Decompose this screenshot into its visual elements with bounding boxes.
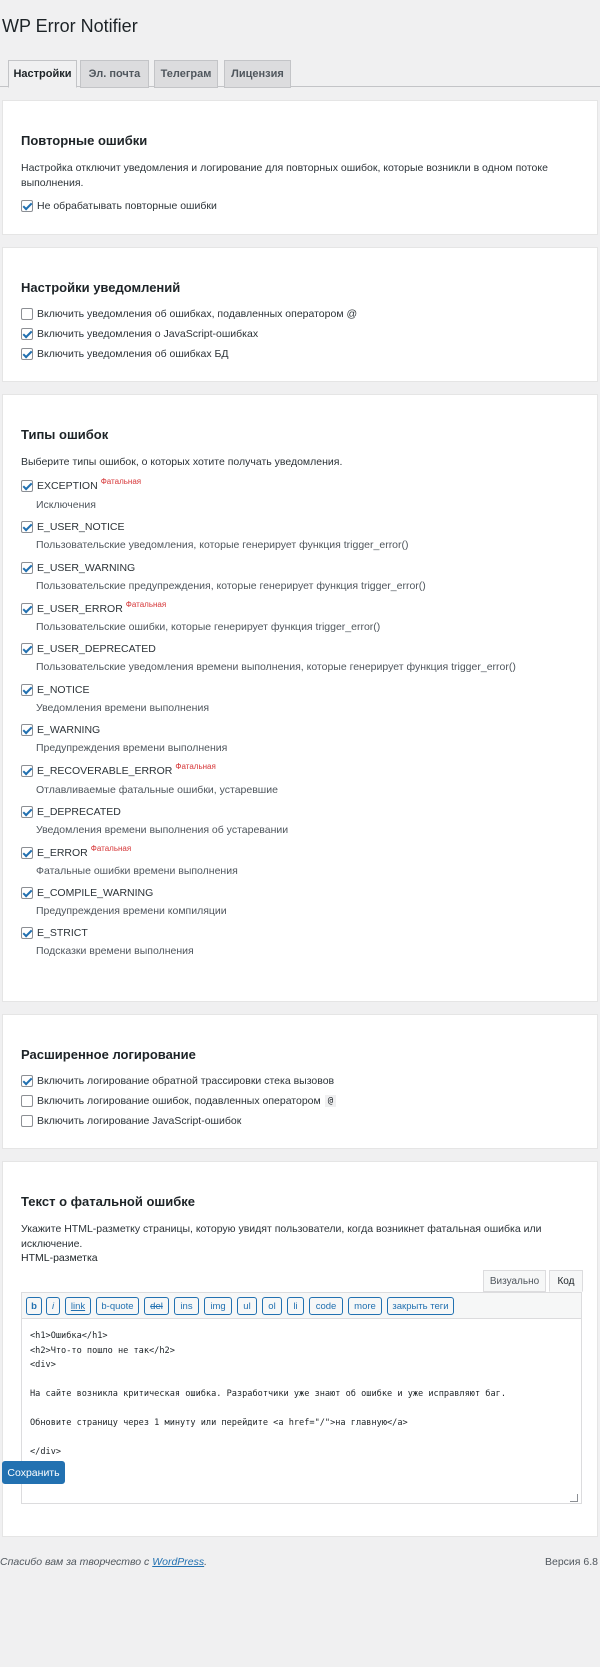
- textarea-resize-handle[interactable]: [570, 1494, 578, 1502]
- error-type-checkbox[interactable]: [21, 847, 33, 859]
- qt-code-button[interactable]: code: [309, 1297, 343, 1315]
- qt-bquote-button[interactable]: b-quote: [96, 1297, 139, 1315]
- qt-link-button[interactable]: link: [65, 1297, 91, 1315]
- repeat-errors-card: [2, 100, 598, 235]
- qt-img-button[interactable]: img: [204, 1297, 232, 1315]
- error-type-desc: Предупреждения времени выполнения: [36, 742, 228, 754]
- log-backtrace-label: Включить логирование обратной трассировки стека вызовов: [37, 1075, 335, 1087]
- error-type-name: E_ERROR: [37, 847, 88, 859]
- tab-settings[interactable]: Настройки: [8, 60, 77, 88]
- error-type-e-error[interactable]: [21, 843, 132, 859]
- error-types-card: [2, 394, 598, 1002]
- log-suppressed-label: Включить логирование ошибок, подавленных оператором: [37, 1095, 321, 1107]
- tab-telegram[interactable]: Телеграм: [154, 60, 218, 88]
- error-type-e-strict[interactable]: [21, 927, 88, 939]
- notification-settings-title: Настройки уведомлений: [21, 280, 181, 295]
- extended-logging-card: [2, 1014, 598, 1149]
- editor-tab-code[interactable]: Код: [549, 1270, 583, 1292]
- save-button[interactable]: Сохранить: [2, 1461, 65, 1484]
- error-type-desc: Отлавливаемые фатальные ошибки, устаревшие: [36, 784, 278, 796]
- skip-repeat-errors-label: Не обрабатывать повторные ошибки: [37, 200, 217, 212]
- error-type-e-user-deprecated[interactable]: [21, 643, 156, 655]
- error-type-name: EXCEPTION: [37, 480, 98, 492]
- qt-bold-button[interactable]: b: [26, 1297, 42, 1315]
- notify-db-option[interactable]: [21, 348, 229, 360]
- error-type-name: E_DEPRECATED: [37, 806, 121, 818]
- page-title: WP Error Notifier: [2, 16, 138, 36]
- footer-version: Версия 6.8: [545, 1556, 598, 1568]
- fatal-badge: Фатальная: [100, 476, 142, 486]
- error-types-title: Типы ошибок: [21, 427, 109, 442]
- error-type-desc: Уведомления времени выполнения об устаревании: [36, 824, 289, 836]
- quicktags-toolbar: [21, 1292, 582, 1318]
- repeat-errors-description: Настройка отключит уведомления и логирование для повторных ошибок, которые возникли в одном потоке выполнения.: [21, 162, 548, 189]
- error-type-desc: Фатальные ошибки времени выполнения: [36, 865, 238, 877]
- qt-more-button[interactable]: more: [348, 1297, 382, 1315]
- error-type-desc: Пользовательские уведомления времени выполнения, которые генерирует функция trigger_error(): [36, 661, 516, 673]
- html-markup-label: HTML-разметка: [21, 1252, 98, 1264]
- notify-db-checkbox[interactable]: [21, 348, 33, 360]
- error-type-name: E_STRICT: [37, 927, 88, 939]
- error-type-name: E_USER_NOTICE: [37, 521, 125, 533]
- error-type-checkbox[interactable]: [21, 724, 33, 736]
- wordpress-link[interactable]: WordPress: [152, 1556, 205, 1568]
- error-types-description: Выберите типы ошибок, о которых хотите получать уведомления.: [21, 456, 343, 468]
- extended-logging-title: Расширенное логирование: [21, 1047, 196, 1062]
- repeat-errors-title: Повторные ошибки: [21, 133, 148, 148]
- error-type-checkbox[interactable]: [21, 927, 33, 939]
- footer-thanks-suffix: .: [204, 1556, 208, 1568]
- error-type-checkbox[interactable]: [21, 806, 33, 818]
- log-backtrace-option[interactable]: [21, 1075, 334, 1087]
- skip-repeat-errors-option[interactable]: [21, 200, 217, 212]
- log-suppressed-option[interactable]: [21, 1095, 336, 1107]
- error-type-desc: Пользовательские ошибки, которые генерирует функция trigger_error(): [36, 621, 381, 633]
- log-backtrace-checkbox[interactable]: [21, 1075, 33, 1087]
- qt-ol-button[interactable]: ol: [262, 1297, 282, 1315]
- notify-suppressed-label: Включить уведомления об ошибках, подавленных оператором @: [37, 308, 358, 320]
- error-type-desc: Предупреждения времени компиляции: [36, 905, 227, 917]
- fatal-text-card: [2, 1161, 598, 1537]
- qt-del-button[interactable]: del: [144, 1297, 169, 1315]
- log-js-option[interactable]: [21, 1115, 241, 1127]
- error-type-checkbox[interactable]: [21, 480, 33, 492]
- error-type-name: E_WARNING: [37, 724, 101, 736]
- fatal-badge: Фатальная: [125, 599, 167, 609]
- editor-tab-visual[interactable]: Визуально: [483, 1270, 546, 1292]
- error-type-checkbox[interactable]: [21, 684, 33, 696]
- error-type-name: E_RECOVERABLE_ERROR: [37, 765, 173, 777]
- log-js-checkbox[interactable]: [21, 1115, 33, 1127]
- error-type-exception[interactable]: [21, 476, 142, 492]
- error-type-name: E_COMPILE_WARNING: [37, 887, 154, 899]
- error-type-e-user-warning[interactable]: [21, 562, 135, 574]
- notify-suppressed-option[interactable]: [21, 308, 357, 320]
- qt-ins-button[interactable]: ins: [174, 1297, 199, 1315]
- notification-settings-card: [2, 247, 598, 382]
- notify-js-checkbox[interactable]: [21, 328, 33, 340]
- error-type-desc: Пользовательские предупреждения, которые генерирует функция trigger_error(): [36, 580, 426, 592]
- error-type-e-deprecated[interactable]: [21, 806, 121, 818]
- error-type-checkbox[interactable]: [21, 603, 33, 615]
- error-type-checkbox[interactable]: [21, 643, 33, 655]
- error-type-name: E_USER_DEPRECATED: [37, 643, 156, 655]
- log-js-label: Включить логирование JavaScript-ошибок: [37, 1115, 242, 1127]
- notify-js-label: Включить уведомления о JavaScript-ошибках: [37, 328, 259, 340]
- error-type-e-user-error[interactable]: [21, 599, 167, 615]
- fatal-text-description: Укажите HTML-разметку страницы, которую увидят пользователи, когда возникнет фатальная ошибка или исключение.: [21, 1223, 542, 1250]
- error-type-desc: Исключения: [36, 499, 96, 511]
- error-type-checkbox[interactable]: [21, 562, 33, 574]
- error-type-e-user-notice[interactable]: [21, 521, 125, 533]
- skip-repeat-errors-checkbox[interactable]: [21, 200, 33, 212]
- qt-ul-button[interactable]: ul: [237, 1297, 257, 1315]
- error-type-e-warning[interactable]: [21, 724, 100, 736]
- error-type-checkbox[interactable]: [21, 521, 33, 533]
- error-type-name: E_NOTICE: [37, 684, 90, 696]
- error-type-name: E_USER_ERROR: [37, 603, 123, 615]
- error-type-e-recoverable-error[interactable]: [21, 761, 216, 777]
- fatal-badge: Фатальная: [90, 843, 132, 853]
- tab-email[interactable]: Эл. почта: [80, 60, 149, 88]
- error-type-desc: Уведомления времени выполнения: [36, 702, 209, 714]
- at-operator-code: @: [325, 1095, 336, 1107]
- fatal-text-title: Текст о фатальной ошибке: [21, 1194, 196, 1209]
- nav-tabs: [0, 58, 600, 87]
- error-type-checkbox[interactable]: [21, 887, 33, 899]
- fatal-html-textarea[interactable]: <h1>Ошибка</h1> <h2>Что-то пошло не так</h2> <div> На сайте возникла критическая ошибка. Разработчики уже знают об ошибке и уже исправляют баг. Обновите страницу через 1 минуту или перейдите <a href="/">на главную</a> </div>: [21, 1318, 582, 1504]
- error-type-e-compile-warning[interactable]: [21, 887, 153, 899]
- qt-close-tags-button[interactable]: закрыть теги: [387, 1297, 454, 1315]
- notify-db-label: Включить уведомления об ошибках БД: [37, 348, 229, 360]
- fatal-badge: Фатальная: [175, 761, 216, 771]
- log-suppressed-checkbox[interactable]: [21, 1095, 33, 1107]
- qt-italic-button[interactable]: i: [46, 1297, 60, 1315]
- footer-thanks-text: Спасибо вам за творчество с: [0, 1556, 153, 1568]
- notify-js-option[interactable]: [21, 328, 258, 340]
- footer-thanks: [0, 1556, 207, 1568]
- error-type-desc: Подсказки времени выполнения: [36, 945, 194, 957]
- error-type-checkbox[interactable]: [21, 765, 33, 777]
- qt-li-button[interactable]: li: [287, 1297, 304, 1315]
- error-type-name: E_USER_WARNING: [37, 562, 136, 574]
- error-type-e-notice[interactable]: [21, 684, 90, 696]
- error-type-desc: Пользовательские уведомления, которые генерирует функция trigger_error(): [36, 539, 409, 551]
- notify-suppressed-checkbox[interactable]: [21, 308, 33, 320]
- tab-license[interactable]: Лицензия: [224, 60, 291, 88]
